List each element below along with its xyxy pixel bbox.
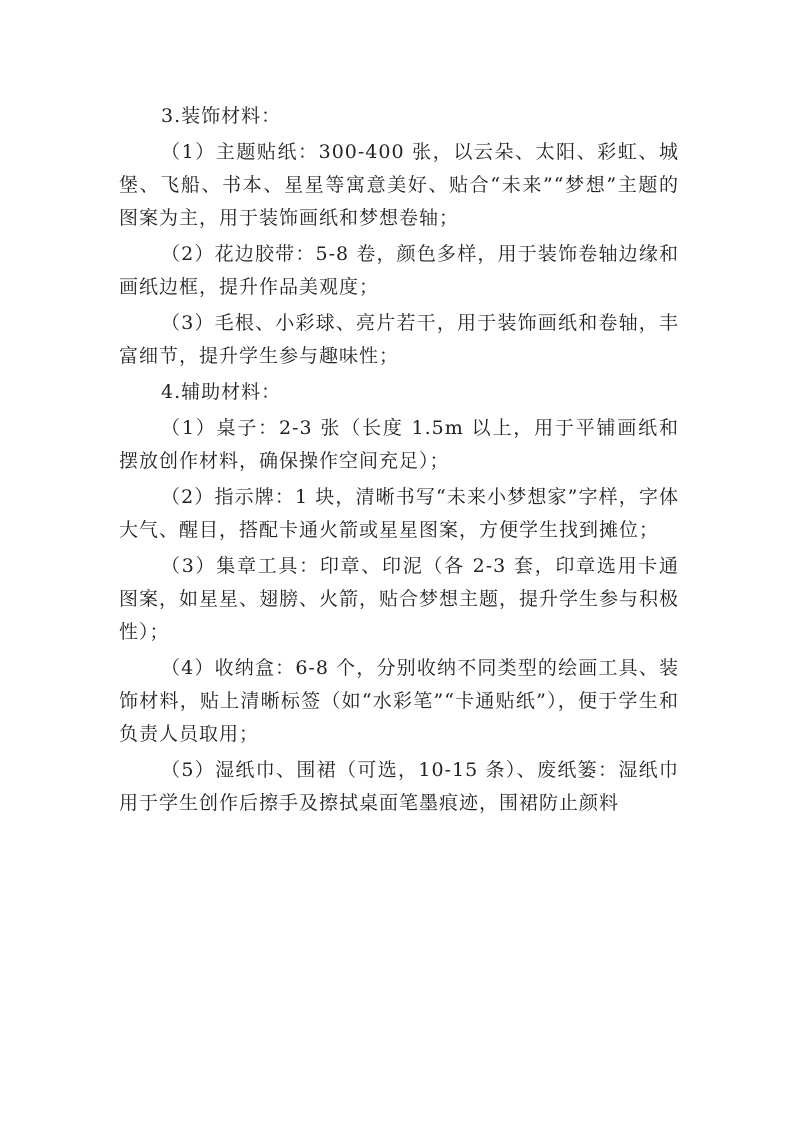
- item-theme-stickers: （1）主题贴纸：300-400 张，以云朵、太阳、彩虹、城堡、飞船、书本、星星等寓意美好、贴合“未来”“梦想”主题的图案为主，用于装饰画纸和梦想卷轴；: [119, 141, 679, 229]
- item-stamp-tools: （3）集章工具：印章、印泥（各 2-3 套，印章选用卡通图案，如星星、翅膀、火箭，贴合梦想主题，提升学生参与积极性）；: [119, 555, 680, 643]
- item-sign-board: （2）指示牌：1 块，清晰书写“未来小梦想家”字样，字体大气、醒目，搭配卡通火箭或星星图案，方便学生找到摊位；: [119, 486, 679, 541]
- section-heading-auxiliary-materials: 4.辅助材料：: [161, 381, 282, 403]
- item-wipes-aprons: （5）湿纸巾、围裙（可选，10-15 条）、废纸篓：湿纸巾用于学生创作后擦手及擦拭桌面笔墨痕迹，围裙防止颜料: [119, 759, 679, 814]
- item-tables: （1）桌子：2-3 张（长度 1.5m 以上，用于平铺画纸和摆放创作材料，确保操作空间充足）；: [119, 417, 679, 472]
- item-lace-tape: （2）花边胶带：5-8 卷，颜色多样，用于装饰卷轴边缘和画纸边框，提升作品美观度；: [119, 243, 679, 298]
- document-body: [119, 100, 679, 823]
- section-heading-decoration-materials: 3.装饰材料：: [161, 105, 282, 127]
- item-pipe-cleaners: （3）毛根、小彩球、亮片若干，用于装饰画纸和卷轴，丰富细节，提升学生参与趣味性；: [119, 312, 679, 367]
- item-storage-boxes: （4）收纳盒：6-8 个，分别收纳不同类型的绘画工具、装饰材料，贴上清晰标签（如“水彩笔”“卡通贴纸”），便于学生和负责人员取用；: [119, 657, 679, 745]
